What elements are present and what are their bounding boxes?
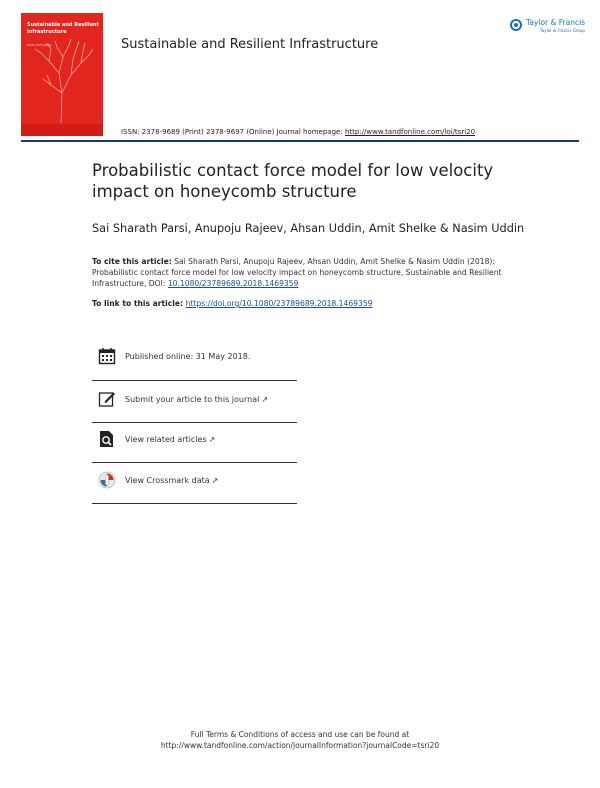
- journal-title: Sustainable and Resilient Infrastructure: [121, 37, 379, 52]
- taylor-francis-logo-icon: [510, 19, 522, 31]
- citation-block: [92, 256, 512, 290]
- cover-issn: ISSN 2378-9689: [27, 43, 52, 47]
- external-link-icon: ↗: [208, 434, 216, 444]
- edit-icon: [98, 390, 116, 408]
- footer-terms: [100, 729, 500, 751]
- publisher-group: Taylor & Francis Group: [540, 28, 585, 33]
- submit-article-row[interactable]: [98, 387, 298, 411]
- citation-text: Sai Sharath Parsi, Anupoju Rajeev, Ahsan Uddin, Amit Shelke & Nasim Uddin (2018): Probabilistic contact force model for low velocity impact on honeycomb structure, Sustainable and Resilient Infrastructure, DOI:: [92, 257, 502, 289]
- article-doi-link[interactable]: https://doi.org/10.1080/23789689.2018.1469359: [185, 299, 373, 308]
- search-document-icon: [98, 430, 116, 448]
- issn-line: [121, 128, 475, 136]
- calendar-icon: [98, 347, 116, 365]
- issn-text: ISSN: 2378-9689 (Print) 2378-9697 (Online) Journal homepage:: [121, 128, 345, 136]
- external-link-icon: ↗: [211, 475, 219, 485]
- external-link-icon: ↗: [261, 394, 269, 404]
- published-online-label: Published online: 31 May 2018.: [125, 351, 251, 361]
- journal-cover-image: [21, 13, 103, 136]
- link-label: To link to this article:: [92, 299, 186, 308]
- published-online-row: [98, 344, 298, 368]
- related-articles-label: View related articles: [125, 434, 207, 444]
- publisher-name: Taylor & Francis: [526, 18, 586, 27]
- related-articles-row[interactable]: [98, 427, 298, 451]
- crossmark-row[interactable]: [98, 468, 298, 492]
- publisher-logo[interactable]: [510, 18, 584, 36]
- cover-title: Sustainable and Resilient Infrastructure: [27, 22, 99, 35]
- citation-doi-link[interactable]: 10.1080/23789689.2018.1469359: [167, 279, 299, 289]
- divider: [92, 462, 297, 463]
- article-authors: Sai Sharath Parsi, Anupoju Rajeev, Ahsan Uddin, Amit Shelke & Nasim Uddin: [92, 222, 525, 235]
- header-divider: [21, 140, 579, 142]
- journal-homepage-link[interactable]: http://www.tandfonline.com/loi/tsri20: [344, 128, 476, 136]
- crossmark-icon: [98, 471, 116, 489]
- divider: [92, 380, 297, 381]
- divider: [92, 503, 297, 504]
- submit-article-label: Submit your article to this journal: [125, 394, 260, 404]
- citation-label: To cite this article:: [92, 257, 172, 266]
- crossmark-label: View Crossmark data: [125, 475, 210, 485]
- footer-terms-link[interactable]: http://www.tandfonline.com/action/journalInformation?journalCode=tsri20: [160, 741, 440, 750]
- cover-footer-band: [21, 124, 103, 136]
- divider: [92, 422, 297, 423]
- article-title: Probabilistic contact force model for low velocity impact on honeycomb structure: [92, 161, 494, 201]
- article-link-line: [92, 299, 372, 308]
- footer-line-1: Full Terms & Conditions of access and use can be found at: [190, 730, 410, 739]
